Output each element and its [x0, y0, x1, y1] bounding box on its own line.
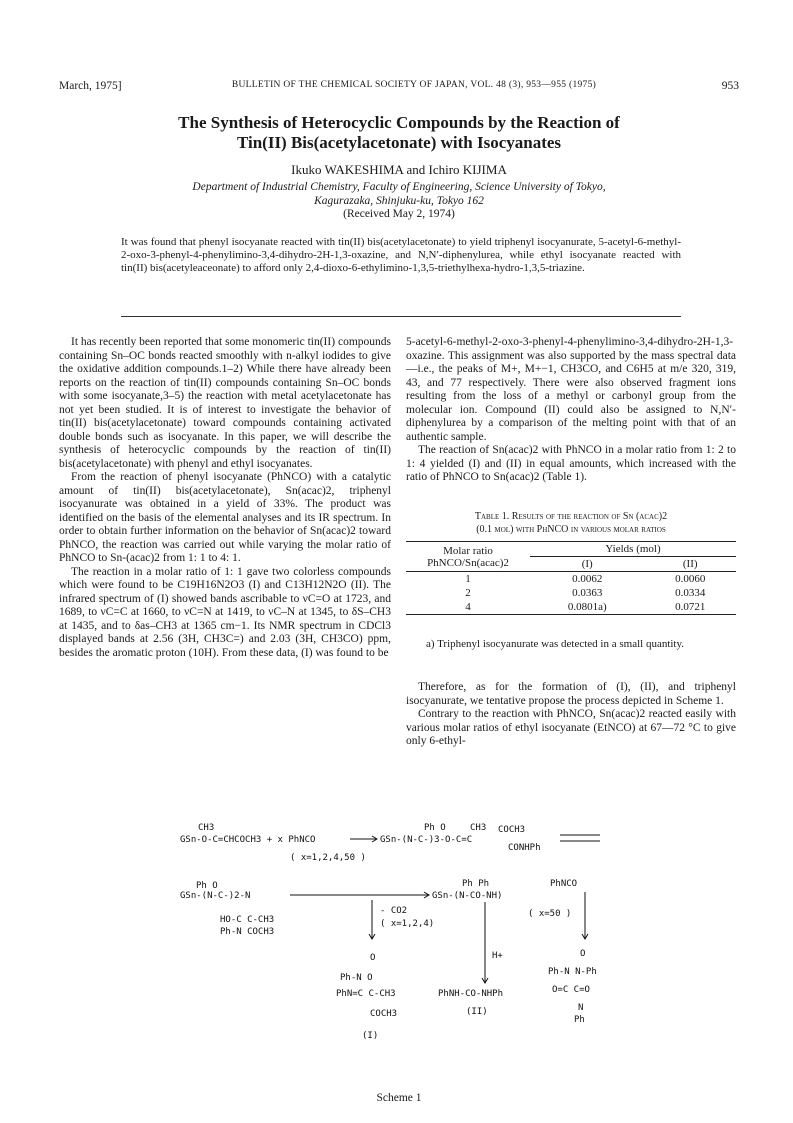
table-header-ratio: Molar ratio PhNCO/Sn(acac)2	[427, 544, 509, 569]
scheme-text: Ph O	[424, 823, 446, 833]
reaction-scheme	[180, 820, 620, 1080]
paragraph: Contrary to the reaction with PhNCO, Sn(acac)2 reacted easily with various molar ratios of ethyl isocyanate (EtNCO) at 67—72 °C to give only 6-ethyl-	[406, 708, 736, 747]
scheme-text: (I)	[362, 1031, 379, 1041]
scheme-text: PhN=C C-CH3	[336, 989, 396, 999]
table-header-I: (I)	[581, 558, 593, 570]
paragraph: Therefore, as for the formation of (I), (II), and triphenyl isocyanurate, we tentative propose the process depicted in Scheme 1.	[406, 681, 736, 707]
right-column-top	[406, 336, 736, 485]
scheme-text: GSn-O-C=CHCOCH3 + x PhNCO	[180, 835, 316, 845]
authors: Ikuko WAKESHIMA and Ichiro KIJIMA	[291, 162, 507, 177]
scheme-text: GSn-(N-CO-NH)	[432, 891, 503, 901]
scheme-text: CH3	[198, 823, 215, 833]
scheme-caption: Scheme 1	[376, 1092, 422, 1104]
table-footnote: a) Triphenyl isocyanurate was detected in a small quantity.	[426, 638, 685, 650]
scheme-text: O	[370, 953, 376, 963]
scheme-text: PhNH-CO-NHPh	[438, 989, 504, 999]
table-row: 2 0.0363 0.0334	[465, 587, 706, 599]
paragraph: The reaction in a molar ratio of 1: 1 gave two colorless compounds which were found to be C19H16N2O3 (I) and C13H12N2O (II). The infrared spectrum of (I) showed bands ascribable to νC=O at 1723, and 1689, to νC=C at 1660, to νC=N at 1419, to νC–N at 1345, to δS–CH3 at 1435, and to δas–CH3 at 1365 cm−1. Its NMR spectrum in CDCl3 displayed bands at 2.56 (3H, CH3C=) and 2.03 (3H, CH3CO) ppm, besides the aromatic proton (10H). From these data, (I) was found to be	[59, 565, 391, 659]
paper-title: The Synthesis of Heterocyclic Compounds by the Reaction of Tin(II) Bis(acetylacetonate) with Isocyanates	[178, 113, 620, 152]
table-row: 1 0.0062 0.0060	[465, 573, 706, 585]
table-row: 4 0.0801a) 0.0721	[406, 600, 736, 615]
scheme-text: PhNCO	[550, 879, 578, 889]
scheme-text: Ph-N O	[340, 973, 373, 983]
paragraph: From the reaction of phenyl isocyanate (PhNCO) with a catalytic amount of tin(II) bis(acetylacetonate), Sn(acac)2, triphenyl isocyanurate was obtained in a yield of 33%. The product was identified on the basis of the elemental analyses and its IR spectrum. In order to obtain further information on the behavior of Sn(acac)2 toward PhNCO, the reaction was carried out while varying the molar ratio of PhNCO to Sn-(acac)2 from 1: 1 to 4: 1.	[59, 471, 391, 564]
abstract-divider	[121, 316, 681, 317]
scheme-text: HO-C C-CH3	[220, 915, 275, 925]
paragraph: It has recently been reported that some monomeric tin(II) compounds containing Sn–OC bonds reacted smoothly with n-alkyl iodides to give the oxidative addition compounds.1–2) While there have already been reports on the reaction of tin(II) compounds containing Sn–OC bonds with some isocyanate,3–5) the reaction with metal acetylacetonate has not yet been studied. It is of interest to investigate the behavior of tin(II) bis(acetylacetonate) toward compounds containing activated double bonds such as isocyanate. In this paper, we will describe the synthesis of heterocyclic compounds by the reaction of tin(II) bis(acetylacetonate) with phenyl and ethyl isocyanates.	[59, 336, 391, 470]
header-page-number: 953	[721, 80, 739, 92]
scheme-text: Ph-N N-Ph	[548, 967, 597, 977]
scheme-text: H+	[492, 951, 503, 961]
scheme-text: GSn-(N-C-)2-N	[180, 891, 251, 901]
results-table	[406, 541, 736, 615]
scheme-text: CONHPh	[508, 843, 541, 853]
scheme-text: Ph-N COCH3	[220, 927, 275, 937]
header-journal: BULLETIN OF THE CHEMICAL SOCIETY OF JAPAN, VOL. 48 (3), 953—955 (1975)	[231, 80, 597, 90]
scheme-text: COCH3	[498, 825, 526, 835]
scheme-text: - CO2	[380, 906, 408, 916]
scheme-text: ( x=1,2,4)	[380, 919, 435, 929]
table-header-II: (II)	[682, 558, 698, 570]
left-column	[59, 336, 391, 660]
received-date: (Received May 2, 1974)	[343, 208, 455, 220]
paragraph: The reaction of Sn(acac)2 with PhNCO in a molar ratio from 1: 2 to 1: 4 yielded (I) and (II) in equal amounts, which increased with the ratio of PhNCO to Sn(acac)2 (Table 1).	[406, 444, 736, 483]
scheme-text: (II)	[466, 1007, 488, 1017]
affiliation: Department of Industrial Chemistry, Faculty of Engineering, Science University of Tokyo, Kagurazaka, Shinjuku-ku, Tokyo 162	[192, 181, 606, 207]
right-column-bottom	[406, 681, 736, 749]
scheme-text: GSn-(N-C-)3-O-C=C	[380, 835, 473, 845]
scheme-text: N	[578, 1003, 584, 1013]
scheme-text: ( x=1,2,4,50 )	[290, 853, 366, 863]
table-header-yields: Yields (mol)	[530, 542, 736, 557]
abstract: It was found that phenyl isocyanate reacted with tin(II) bis(acetylacetonate) to yield triphenyl isocyanurate, 5-acetyl-6-methyl-2-oxo-3-phenyl-4-phenylimino-3,4-dihydro-2H-1,3-oxazine, and N,N′-diphenylurea, while ethyl isocyanate reacted with tin(II) bis(acetyleaceonate) to afford only 2,4-dioxo-6-ethylimino-1,3,5-triethylhexa-hydro-1,3,5-triazine.	[121, 236, 681, 274]
paragraph: 5-acetyl-6-methyl-2-oxo-3-phenyl-4-phenylimino-3,4-dihydro-2H-1,3-oxazine. This assignment was also supported by the mass spectral data—i.e., the peaks of M+, M+−1, CH3CO, and C6H5 at m/e 320, 319, 43, and 77 respectively. There were also observed fragment ions resulting from the loss of a methyl or carbonyl group from the molecular ion. Compound (II) could also be assigned to N,N′-diphenylurea by a comparison of the melting point with that of an authentic sample.	[406, 336, 736, 443]
scheme-text: COCH3	[370, 1009, 398, 1019]
header-date: March, 1975]	[59, 80, 122, 92]
scheme-text: O=C C=O	[552, 985, 590, 995]
table-caption: Table 1. Results of the reaction of Sn (acac)2 (0.1 mol) with PhNCO in various molar ratios	[474, 511, 668, 535]
scheme-text: CH3	[470, 823, 487, 833]
scheme-text: ( x=50 )	[528, 909, 572, 919]
scheme-text: O	[580, 949, 586, 959]
scheme-text: Ph O	[196, 881, 218, 891]
scheme-text: Ph	[574, 1015, 585, 1025]
scheme-text: Ph Ph	[462, 879, 490, 889]
